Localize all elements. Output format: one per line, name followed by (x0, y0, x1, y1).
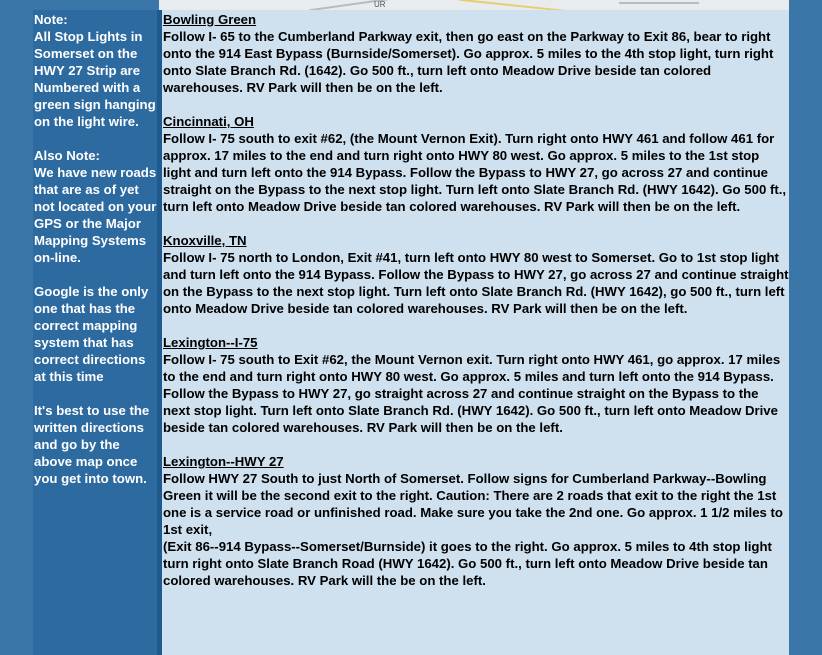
sidebar-notes (33, 10, 157, 655)
section-body: Follow I- 75 north to London, Exit #41, turn left onto HWY 80 west to Somerset. Go to 1st stop light and turn left onto the 914 Bypass. Follow the Bypass to HWY 27, go across 27 and continue straight on the Bypass to the next stop light. Turn left onto Slate Branch Rd. (HWY 1642), go 500 ft., turn left onto Meadow Drive beside tan colored warehouses. RV Park will then be on the left. (163, 250, 789, 316)
sidebar-note: Also Note: We have new roads that are as of yet not located on your GPS or the Major Mapping Systems on-line. (34, 148, 157, 265)
sidebar-note: Note: All Stop Lights in Somerset on the HWY 27 Strip are Numbered with a green sign hanging on the light wire. (34, 12, 156, 129)
directions-section (163, 334, 789, 436)
map-road (619, 2, 699, 4)
section-body: Follow HWY 27 South to just North of Somerset. Follow signs for Cumberland Parkway--Bowling Green it will be the second exit to the right. Caution: There are 2 roads that exit to the right the 1st one is a service road or unfinished road. Make sure you take the 2nd one. Go approx. 1 1/2 miles to 1st exit, (Exit 86--914 Bypass--Somerset/Burnside) it goes to the right. Go approx. 5 miles to 4th stop light turn right onto Slate Branch Road (HWY 1642). Go 500 ft., turn left onto Meadow Drive beside tan colored warehouses. RV Park will the be on the left. (163, 471, 783, 588)
directions-section (163, 113, 789, 215)
map-label: UR (374, 0, 386, 9)
section-body: Follow I- 65 to the Cumberland Parkway exit, then go east on the Parkway to Exit 86, bear to right onto the 914 East Bypass (Burnside/Somerset). Go approx. 5 miles to the 4th stop light, turn right onto Slate Branch Rd. (1642). Go 500 ft., turn left onto Meadow Drive beside tan colored warehouses. RV Park will then be on the left. (163, 29, 774, 95)
section-title: Bowling Green (163, 12, 257, 27)
page-margin-right (789, 0, 822, 655)
directions-content (162, 10, 789, 655)
section-title: Lexington--HWY 27 (163, 454, 284, 469)
section-body: Follow I- 75 south to Exit #62, the Mount Vernon exit. Turn right onto HWY 461, go approx. 17 miles to the end and turn right onto HWY 80 west. Go approx. 5 miles and turn left onto the 914 Bypass. Follow the Bypass to HWY 27, go straight across 27 and continue straight on the Bypass to the next stop light. Turn left onto Slate Branch Rd. (HWY 1642). Go 500 ft., turn left onto Meadow Drive beside tan colored warehouses. RV Park will then be on the left. (163, 352, 781, 435)
section-title: Lexington--I-75 (163, 335, 258, 350)
section-title: Cincinnati, OH (163, 114, 254, 129)
sidebar-note: It's best to use the written directions and go by the above map once you get into town. (34, 403, 150, 486)
page-margin-left (0, 0, 33, 655)
sidebar-note: Google is the only one that has the correct mapping system that has correct directions at this time (34, 284, 149, 384)
section-title: Knoxville, TN (163, 233, 247, 248)
directions-section (163, 11, 789, 96)
section-body: Follow I- 75 south to exit #62, (the Mount Vernon Exit). Turn right onto HWY 461 and follow 461 for approx. 17 miles to the end and turn right onto HWY 80 west. Go approx. 5 miles to the 1st stop light and turn left onto the 914 Bypass. Follow the Bypass to HWY 27, go across 27 and continue straight on the Bypass to the next stop light. Turn left onto Slate Branch Rd. (HWY 1642). Go 500 ft., turn left onto Meadow Drive beside tan colored warehouses. RV Park will then be on the left. (163, 131, 787, 214)
directions-section (163, 453, 789, 589)
directions-section (163, 232, 789, 317)
